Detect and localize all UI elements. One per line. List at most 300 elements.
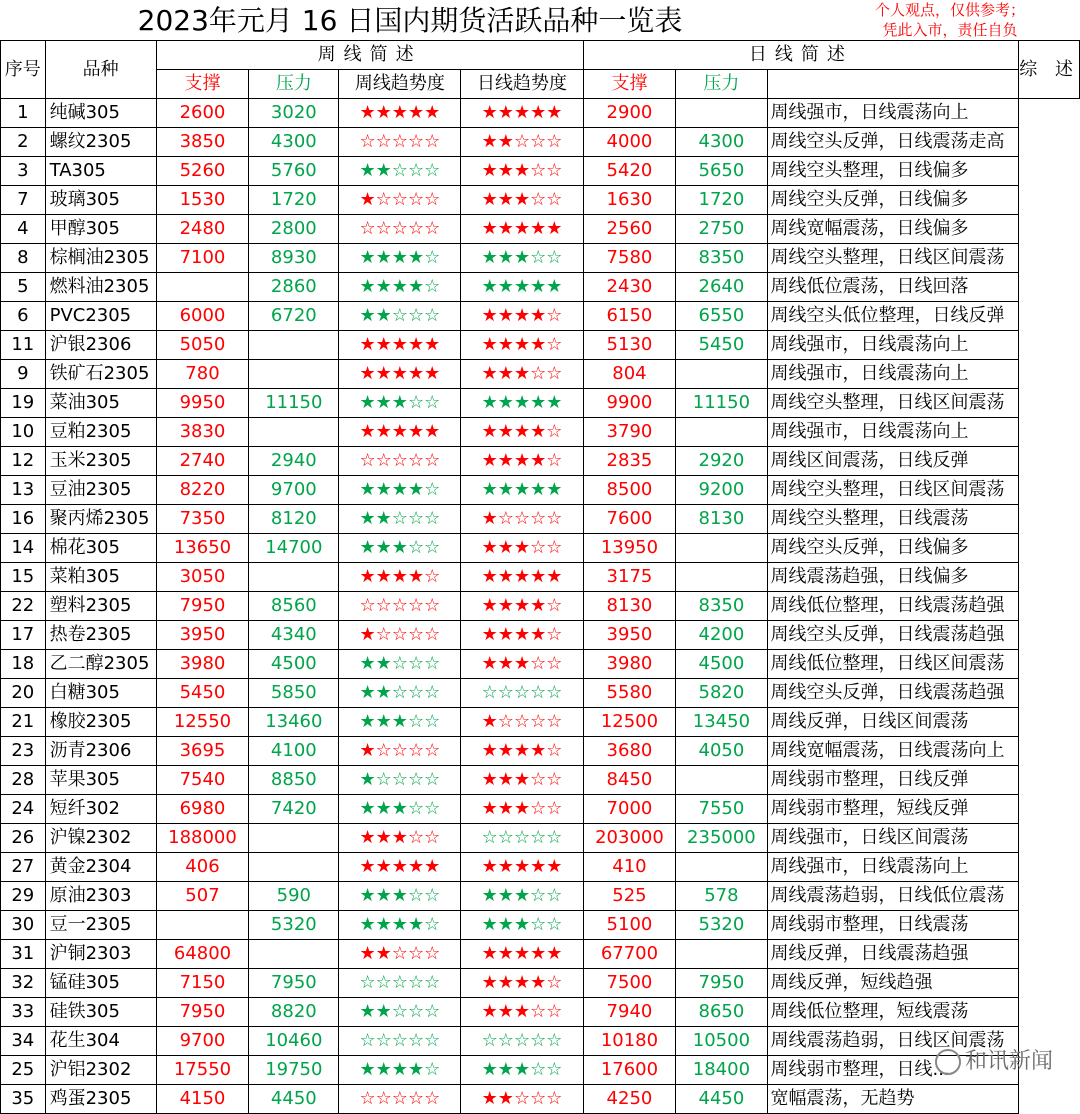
- row-index: 32: [1, 969, 46, 998]
- row-daily-support: 5420: [583, 157, 676, 186]
- row-weekly-trend: ☆☆☆☆☆: [339, 592, 461, 621]
- row-daily-support: 3680: [583, 737, 676, 766]
- row-name: 乙二醇2305: [45, 650, 156, 679]
- row-daily-pressure: 5320: [676, 911, 767, 940]
- disclaimer-line: 个人观点，仅供参考；: [874, 1, 1025, 19]
- row-daily-trend: ★★★☆☆: [461, 998, 583, 1027]
- row-summary: 周线低位震荡，日线回落: [767, 273, 1019, 302]
- row-name: 豆粕2305: [45, 418, 156, 447]
- row-name: 豆油2305: [45, 476, 156, 505]
- row-summary: 周线强市，日线震荡向上: [767, 99, 1019, 128]
- row-daily-trend: ★★★☆☆: [461, 766, 583, 795]
- row-daily-trend: ★★★☆☆: [461, 244, 583, 273]
- row-daily-pressure: 18400: [676, 1056, 767, 1085]
- row-weekly-support: 188000: [156, 824, 249, 853]
- row-weekly-trend: ★★☆☆☆: [339, 505, 461, 534]
- disclaimer: [822, 0, 1078, 40]
- row-weekly-pressure: [249, 853, 339, 882]
- row-summary: 周线强市，日线震荡向上: [767, 853, 1019, 882]
- row-daily-support: 4250: [583, 1085, 676, 1114]
- table-row: [1, 650, 1080, 679]
- row-summary: 周线强市，日线震荡向上: [767, 331, 1019, 360]
- row-weekly-trend: ★★★★★: [339, 360, 461, 389]
- row-summary: 周线空头反弹，日线偏多: [767, 186, 1019, 215]
- row-weekly-support: 3850: [156, 128, 249, 157]
- row-index: 24: [1, 795, 46, 824]
- row-daily-support: 7000: [583, 795, 676, 824]
- row-weekly-support: 2740: [156, 447, 249, 476]
- row-daily-pressure: 5650: [676, 157, 767, 186]
- row-weekly-trend: ☆☆☆☆☆: [339, 215, 461, 244]
- row-weekly-trend: ★★★★☆: [339, 273, 461, 302]
- row-daily-trend: ★★★★★: [461, 853, 583, 882]
- row-daily-support: 5130: [583, 331, 676, 360]
- row-daily-pressure: 8650: [676, 998, 767, 1027]
- row-summary: 周线反弹，短线趋强: [767, 969, 1019, 998]
- table-row: [1, 911, 1080, 940]
- row-weekly-pressure: 8120: [249, 505, 339, 534]
- header-daily-pressure: 压力: [676, 70, 767, 99]
- table-row: [1, 476, 1080, 505]
- page-title: 2023年元月 16 日国内期货活跃品种一览表: [137, 4, 683, 37]
- row-weekly-pressure: 590: [249, 882, 339, 911]
- row-daily-pressure: 235000: [676, 824, 767, 853]
- row-index: 7: [1, 186, 46, 215]
- row-weekly-support: 3050: [156, 563, 249, 592]
- row-summary: 周线低位整理，日线区间震荡: [767, 650, 1019, 679]
- row-index: 31: [1, 940, 46, 969]
- row-index: 17: [1, 621, 46, 650]
- row-daily-support: 525: [583, 882, 676, 911]
- row-weekly-support: 7950: [156, 998, 249, 1027]
- row-weekly-support: 3695: [156, 737, 249, 766]
- table-row: [1, 592, 1080, 621]
- row-weekly-trend: ★☆☆☆☆: [339, 186, 461, 215]
- table-row: [1, 534, 1080, 563]
- table-row: [1, 882, 1080, 911]
- table-row: [1, 186, 1080, 215]
- row-weekly-pressure: 4300: [249, 128, 339, 157]
- row-daily-pressure: 13450: [676, 708, 767, 737]
- row-daily-support: 10180: [583, 1027, 676, 1056]
- row-weekly-trend: ★★★☆☆: [339, 824, 461, 853]
- row-weekly-trend: ★★☆☆☆: [339, 998, 461, 1027]
- row-summary: 周线弱市整理，短线反弹: [767, 795, 1019, 824]
- row-name: 沪铜2303: [45, 940, 156, 969]
- row-summary: 周线宽幅震荡，日线偏多: [767, 215, 1019, 244]
- row-index: 5: [1, 273, 46, 302]
- row-summary: 周线强市，日线震荡向上: [767, 360, 1019, 389]
- row-daily-trend: ★★★☆☆: [461, 911, 583, 940]
- row-summary: 周线弱市整理，日线震荡: [767, 911, 1019, 940]
- row-name: 菜粕305: [45, 563, 156, 592]
- row-summary: 周线空头整理，日线区间震荡: [767, 476, 1019, 505]
- row-summary: 周线低位整理，短线震荡: [767, 998, 1019, 1027]
- table-row: [1, 244, 1080, 273]
- row-daily-support: 7600: [583, 505, 676, 534]
- row-weekly-pressure: 5850: [249, 679, 339, 708]
- row-weekly-pressure: [249, 563, 339, 592]
- row-daily-pressure: 578: [676, 882, 767, 911]
- row-weekly-trend: ★★★★☆: [339, 563, 461, 592]
- row-daily-trend: ★★☆☆☆: [461, 128, 583, 157]
- row-name: 沪铝2302: [45, 1056, 156, 1085]
- row-daily-support: 3175: [583, 563, 676, 592]
- row-weekly-support: 64800: [156, 940, 249, 969]
- row-index: 20: [1, 679, 46, 708]
- row-weekly-pressure: 6720: [249, 302, 339, 331]
- row-name: 棉花305: [45, 534, 156, 563]
- row-weekly-support: 5050: [156, 331, 249, 360]
- row-daily-support: 2900: [583, 99, 676, 128]
- table-row: [1, 418, 1080, 447]
- row-weekly-support: 7100: [156, 244, 249, 273]
- row-index: 26: [1, 824, 46, 853]
- row-name: PVC2305: [45, 302, 156, 331]
- row-name: 热卷2305: [45, 621, 156, 650]
- row-summary: 周线空头整理，日线偏多: [767, 157, 1019, 186]
- header-weekly-trend: 周线趋势度: [339, 70, 461, 99]
- table-row: [1, 505, 1080, 534]
- row-daily-trend: ★★☆☆☆: [461, 1085, 583, 1114]
- row-index: 15: [1, 563, 46, 592]
- row-summary: 周线空头整理，日线区间震荡: [767, 389, 1019, 418]
- table-row: [1, 447, 1080, 476]
- row-index: 14: [1, 534, 46, 563]
- row-name: 硅铁305: [45, 998, 156, 1027]
- row-daily-support: 2560: [583, 215, 676, 244]
- row-index: 6: [1, 302, 46, 331]
- row-name: 沥青2306: [45, 737, 156, 766]
- row-name: 沪镍2302: [45, 824, 156, 853]
- row-index: 1: [1, 99, 46, 128]
- row-weekly-trend: ☆☆☆☆☆: [339, 1027, 461, 1056]
- row-summary: 周线宽幅震荡，日线震荡向上: [767, 737, 1019, 766]
- row-weekly-pressure: 7950: [249, 969, 339, 998]
- row-name: 黄金2304: [45, 853, 156, 882]
- row-weekly-support: 3980: [156, 650, 249, 679]
- row-weekly-support: 7150: [156, 969, 249, 998]
- row-weekly-support: 7950: [156, 592, 249, 621]
- row-weekly-pressure: [249, 418, 339, 447]
- row-weekly-pressure: 5320: [249, 911, 339, 940]
- table-row: [1, 215, 1080, 244]
- row-weekly-pressure: [249, 824, 339, 853]
- row-weekly-pressure: 10460: [249, 1027, 339, 1056]
- row-daily-trend: ★★★★★: [461, 273, 583, 302]
- row-daily-trend: ★★★☆☆: [461, 534, 583, 563]
- row-name: 螺纹2305: [45, 128, 156, 157]
- row-weekly-pressure: [249, 360, 339, 389]
- row-weekly-support: 17550: [156, 1056, 249, 1085]
- row-daily-support: 804: [583, 360, 676, 389]
- row-index: 30: [1, 911, 46, 940]
- row-name: 甲醇305: [45, 215, 156, 244]
- row-summary: 周线空头整理，日线区间震荡: [767, 244, 1019, 273]
- row-summary: 周线空头反弹，日线震荡趋强: [767, 621, 1019, 650]
- row-daily-support: 3790: [583, 418, 676, 447]
- row-weekly-pressure: [249, 331, 339, 360]
- row-daily-pressure: 4500: [676, 650, 767, 679]
- row-daily-trend: ★★★★★: [461, 563, 583, 592]
- row-daily-pressure: 11150: [676, 389, 767, 418]
- row-name: 鸡蛋2305: [45, 1085, 156, 1114]
- table-row: [1, 795, 1080, 824]
- row-weekly-pressure: 2860: [249, 273, 339, 302]
- row-name: 白糖305: [45, 679, 156, 708]
- row-daily-pressure: [676, 853, 767, 882]
- table-row: [1, 737, 1080, 766]
- row-daily-trend: ★★★☆☆: [461, 1056, 583, 1085]
- row-daily-support: 4000: [583, 128, 676, 157]
- row-weekly-trend: ★☆☆☆☆: [339, 737, 461, 766]
- table-row: [1, 157, 1080, 186]
- row-weekly-support: 780: [156, 360, 249, 389]
- row-weekly-support: 7540: [156, 766, 249, 795]
- row-daily-pressure: [676, 766, 767, 795]
- table-body: [1, 99, 1080, 1114]
- row-summary: 周线反弹，日线区间震荡: [767, 708, 1019, 737]
- row-daily-pressure: 5820: [676, 679, 767, 708]
- table-row: [1, 853, 1080, 882]
- row-weekly-pressure: 11150: [249, 389, 339, 418]
- header-weekly-pressure: 压力: [249, 70, 339, 99]
- row-name: 短纤302: [45, 795, 156, 824]
- row-daily-trend: ★★★★☆: [461, 331, 583, 360]
- row-weekly-pressure: 9700: [249, 476, 339, 505]
- row-daily-trend: ★★★★☆: [461, 592, 583, 621]
- row-weekly-trend: ☆☆☆☆☆: [339, 969, 461, 998]
- header-summary: 综 述: [1019, 41, 1080, 99]
- row-daily-trend: ★☆☆☆☆: [461, 708, 583, 737]
- row-daily-pressure: 2750: [676, 215, 767, 244]
- row-weekly-trend: ★★★☆☆: [339, 389, 461, 418]
- row-summary: 周线空头反弹，日线震荡趋强: [767, 679, 1019, 708]
- header-name: 品种: [45, 41, 156, 99]
- row-daily-support: 203000: [583, 824, 676, 853]
- row-weekly-trend: ☆☆☆☆☆: [339, 1085, 461, 1114]
- row-weekly-support: 12550: [156, 708, 249, 737]
- row-weekly-trend: ★★★★★: [339, 331, 461, 360]
- watermark: [935, 1044, 1053, 1075]
- row-daily-trend: ★★★★★: [461, 476, 583, 505]
- row-weekly-trend: ★★★★☆: [339, 911, 461, 940]
- row-daily-support: 7940: [583, 998, 676, 1027]
- row-daily-trend: ★★★★☆: [461, 737, 583, 766]
- table-row: [1, 563, 1080, 592]
- row-weekly-trend: ☆☆☆☆☆: [339, 447, 461, 476]
- row-name: 纯碱305: [45, 99, 156, 128]
- row-daily-pressure: [676, 418, 767, 447]
- row-weekly-pressure: 5760: [249, 157, 339, 186]
- row-weekly-trend: ★★★☆☆: [339, 708, 461, 737]
- row-index: 11: [1, 331, 46, 360]
- row-index: 22: [1, 592, 46, 621]
- row-daily-pressure: 6550: [676, 302, 767, 331]
- row-weekly-trend: ★★★★★: [339, 99, 461, 128]
- table-row: [1, 1085, 1080, 1114]
- table-row: [1, 1027, 1080, 1056]
- row-weekly-pressure: 3020: [249, 99, 339, 128]
- row-daily-trend: ★★★☆☆: [461, 157, 583, 186]
- row-daily-support: 3980: [583, 650, 676, 679]
- table-row: [1, 940, 1080, 969]
- row-weekly-support: 8220: [156, 476, 249, 505]
- row-summary: 周线震荡趋强，日线偏多: [767, 563, 1019, 592]
- row-weekly-support: 5450: [156, 679, 249, 708]
- row-weekly-trend: ★★★☆☆: [339, 795, 461, 824]
- row-weekly-support: 6000: [156, 302, 249, 331]
- row-daily-trend: ★★★★☆: [461, 969, 583, 998]
- row-daily-pressure: 2920: [676, 447, 767, 476]
- row-daily-trend: ★★★☆☆: [461, 795, 583, 824]
- row-weekly-support: 2480: [156, 215, 249, 244]
- row-daily-pressure: 4200: [676, 621, 767, 650]
- row-index: 35: [1, 1085, 46, 1114]
- row-name: 豆一2305: [45, 911, 156, 940]
- row-weekly-trend: ★★☆☆☆: [339, 157, 461, 186]
- row-index: 18: [1, 650, 46, 679]
- row-weekly-trend: ★★★★☆: [339, 1056, 461, 1085]
- row-daily-pressure: [676, 99, 767, 128]
- row-weekly-support: 13650: [156, 534, 249, 563]
- row-daily-pressure: 4300: [676, 128, 767, 157]
- row-weekly-pressure: 8850: [249, 766, 339, 795]
- row-summary: 周线空头反弹，日线震荡走高: [767, 128, 1019, 157]
- row-summary: 周线弱市整理，日线...: [767, 1056, 1019, 1085]
- row-index: 34: [1, 1027, 46, 1056]
- row-daily-support: 8450: [583, 766, 676, 795]
- row-daily-trend: ★★★★☆: [461, 302, 583, 331]
- row-daily-trend: ☆☆☆☆☆: [461, 1027, 583, 1056]
- row-daily-pressure: 9200: [676, 476, 767, 505]
- row-weekly-support: 2600: [156, 99, 249, 128]
- row-daily-trend: ★★★☆☆: [461, 882, 583, 911]
- futures-table: [0, 40, 1080, 1114]
- header-weekly-support: 支撑: [156, 70, 249, 99]
- table-row: [1, 273, 1080, 302]
- table-row: [1, 824, 1080, 853]
- header-weekly-group: 周线简述: [156, 41, 583, 70]
- watermark-text: 和讯新闻: [965, 1049, 1054, 1074]
- row-index: 28: [1, 766, 46, 795]
- row-daily-support: 5100: [583, 911, 676, 940]
- row-weekly-trend: ★★☆☆☆: [339, 650, 461, 679]
- row-summary: 周线弱市整理，日线反弹: [767, 766, 1019, 795]
- row-daily-support: 6150: [583, 302, 676, 331]
- row-name: 聚丙烯2305: [45, 505, 156, 534]
- row-daily-trend: ★★★★★: [461, 99, 583, 128]
- row-summary: 周线反弹，日线震荡趋强: [767, 940, 1019, 969]
- row-daily-support: 9900: [583, 389, 676, 418]
- row-weekly-pressure: 4450: [249, 1085, 339, 1114]
- row-summary: 周线低位整理，日线震荡趋强: [767, 592, 1019, 621]
- row-name: 铁矿石2305: [45, 360, 156, 389]
- row-weekly-pressure: 4100: [249, 737, 339, 766]
- row-daily-pressure: 10500: [676, 1027, 767, 1056]
- table-row: [1, 708, 1080, 737]
- row-daily-support: 13950: [583, 534, 676, 563]
- row-weekly-trend: ★★☆☆☆: [339, 302, 461, 331]
- row-weekly-support: [156, 911, 249, 940]
- row-daily-support: 1630: [583, 186, 676, 215]
- row-daily-support: 2835: [583, 447, 676, 476]
- row-daily-trend: ★☆☆☆☆: [461, 505, 583, 534]
- header-daily-support: 支撑: [583, 70, 676, 99]
- row-weekly-support: 1530: [156, 186, 249, 215]
- row-daily-trend: ☆☆☆☆☆: [461, 824, 583, 853]
- table-row: [1, 621, 1080, 650]
- row-daily-trend: ★★★★☆: [461, 621, 583, 650]
- row-summary: 周线空头低位整理，日线反弹: [767, 302, 1019, 331]
- row-weekly-pressure: 4500: [249, 650, 339, 679]
- row-weekly-pressure: 8930: [249, 244, 339, 273]
- row-daily-support: 8130: [583, 592, 676, 621]
- row-name: 苹果305: [45, 766, 156, 795]
- row-daily-pressure: 4050: [676, 737, 767, 766]
- row-weekly-pressure: [249, 940, 339, 969]
- row-summary: 周线空头整理，日线震荡: [767, 505, 1019, 534]
- row-daily-pressure: [676, 940, 767, 969]
- row-name: 棕榈油2305: [45, 244, 156, 273]
- row-weekly-support: [156, 273, 249, 302]
- row-daily-trend: ★★★★★: [461, 940, 583, 969]
- row-weekly-trend: ★★☆☆☆: [339, 940, 461, 969]
- row-index: 25: [1, 1056, 46, 1085]
- header-index: 序号: [1, 41, 46, 99]
- table-row: [1, 128, 1080, 157]
- table-row: [1, 766, 1080, 795]
- row-weekly-support: 3830: [156, 418, 249, 447]
- table-row: [1, 99, 1080, 128]
- row-index: 12: [1, 447, 46, 476]
- row-index: 21: [1, 708, 46, 737]
- row-daily-support: 67700: [583, 940, 676, 969]
- row-weekly-trend: ★★☆☆☆: [339, 679, 461, 708]
- table-row: [1, 360, 1080, 389]
- row-summary: 周线空头反弹，日线偏多: [767, 534, 1019, 563]
- row-daily-pressure: 8130: [676, 505, 767, 534]
- row-index: 23: [1, 737, 46, 766]
- wechat-icon: [935, 1049, 961, 1075]
- row-weekly-pressure: 14700: [249, 534, 339, 563]
- row-weekly-trend: ★★★★★: [339, 418, 461, 447]
- row-daily-support: 17600: [583, 1056, 676, 1085]
- row-index: 29: [1, 882, 46, 911]
- row-index: 8: [1, 244, 46, 273]
- disclaimer-line: 凭此入市，责任自负: [882, 21, 1018, 39]
- row-weekly-support: 4150: [156, 1085, 249, 1114]
- row-daily-support: 2430: [583, 273, 676, 302]
- row-daily-trend: ★★★★★: [461, 389, 583, 418]
- table-row: [1, 1056, 1080, 1085]
- row-weekly-pressure: 7420: [249, 795, 339, 824]
- row-index: 3: [1, 157, 46, 186]
- row-index: 4: [1, 215, 46, 244]
- row-weekly-pressure: 8560: [249, 592, 339, 621]
- row-daily-pressure: 1720: [676, 186, 767, 215]
- row-weekly-trend: ★☆☆☆☆: [339, 766, 461, 795]
- row-daily-support: 410: [583, 853, 676, 882]
- row-name: TA305: [45, 157, 156, 186]
- row-weekly-trend: ★★★★☆: [339, 476, 461, 505]
- row-index: 10: [1, 418, 46, 447]
- row-index: 13: [1, 476, 46, 505]
- row-name: 塑料2305: [45, 592, 156, 621]
- row-name: 燃料油2305: [45, 273, 156, 302]
- row-weekly-pressure: 19750: [249, 1056, 339, 1085]
- row-index: 2: [1, 128, 46, 157]
